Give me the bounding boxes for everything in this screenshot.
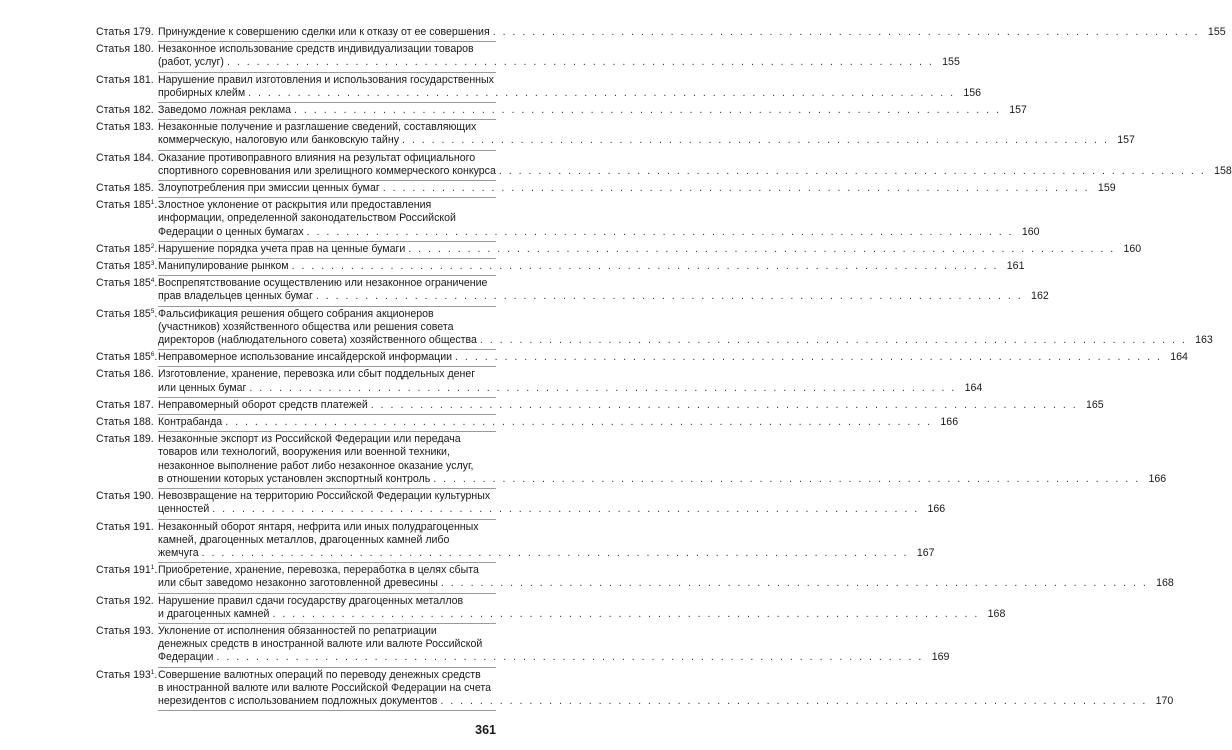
title-line-text: Совершение валютных операций по переводу денежных средств [158, 668, 481, 681]
article-word: Статья [96, 490, 131, 503]
article-title [158, 490, 945, 516]
article-number: 185 [133, 277, 151, 290]
toc-entry [96, 151, 1232, 178]
entry-divider [158, 562, 496, 563]
title-line-text: Нарушение порядка учета прав на ценные бумаги [158, 242, 406, 255]
article-label: Статья $185^6$. [96, 351, 158, 364]
article-title [158, 433, 1166, 486]
title-line [158, 682, 1173, 695]
article-number: 183. [133, 121, 154, 134]
title-line [158, 651, 949, 664]
title-line [158, 74, 981, 87]
dot-leader [371, 399, 1078, 412]
title-line [158, 473, 1166, 486]
article-title [158, 595, 1005, 621]
toc-entry [96, 368, 983, 394]
title-line-text: информации, определенной законодательством Российской [158, 212, 456, 225]
article-title [158, 399, 1104, 412]
toc-entry [96, 104, 1027, 117]
toc-entry [96, 73, 982, 100]
entry-divider [158, 275, 496, 276]
toc-entry [96, 564, 1174, 590]
dot-leader [440, 695, 1147, 708]
title-line-text: ценностей [158, 503, 210, 516]
article-title [158, 152, 1232, 178]
article-title [158, 277, 1049, 303]
article-number: 185. [133, 182, 154, 195]
toc-entry [96, 398, 1104, 412]
entry-divider [158, 72, 496, 73]
toc-entry [96, 416, 959, 429]
title-line-text: нерезидентов с использованием подложных документов [158, 694, 438, 707]
title-line [158, 399, 1104, 412]
page-ref: 170 [1155, 694, 1174, 707]
title-line-text: Незаконные получение и разглашение сведений, составляющих [158, 121, 477, 134]
title-line [158, 368, 982, 381]
toc-entry [96, 351, 1188, 364]
page-ref: 158 [1214, 164, 1232, 177]
article-superscript: 4 [150, 277, 155, 285]
article-word: Статья [96, 242, 131, 255]
article-label: Статья $185^4$. [96, 277, 158, 290]
title-line-text: Незаконный оборот янтаря, нефрита или иных полудрагоценных [158, 520, 479, 533]
article-number: 191. [133, 520, 154, 533]
toc-entry [96, 490, 946, 516]
dot-leader [225, 416, 932, 429]
page-ref: 165 [1085, 398, 1104, 411]
article-title [158, 43, 960, 69]
article-number: 192. [133, 594, 154, 607]
article-title [158, 74, 981, 100]
title-line [158, 277, 1049, 290]
article-title [158, 182, 1116, 195]
article-label: Статья $185^3$. [96, 260, 158, 273]
toc-entry [96, 307, 1213, 348]
article-superscript: 1 [150, 199, 155, 207]
page-ref: 164 [1170, 351, 1188, 364]
title-line [158, 165, 1232, 178]
article-title [158, 308, 1213, 348]
article-label: Статья $185^5$. [96, 307, 158, 320]
dot-leader [433, 473, 1140, 486]
dot-leader [216, 651, 923, 664]
title-line-text: Уклонение от исполнения обязанностей по репатриации [158, 624, 437, 637]
title-line [158, 290, 1049, 303]
title-line-text: Неправомерный оборот средств платежей [158, 398, 368, 411]
article-title [158, 564, 1174, 590]
article-word: Статья [96, 398, 131, 411]
dot-leader [455, 351, 1162, 364]
entry-divider [158, 593, 496, 594]
toc-entry [96, 668, 1174, 709]
dot-leader [441, 577, 1148, 590]
title-line-text: спортивного соревнования или зрелищного коммерческого конкурса [158, 164, 496, 177]
dot-leader [292, 260, 999, 273]
article-label: Статья $193^1$. [96, 668, 158, 681]
title-line [158, 212, 1040, 225]
page-ref: 161 [1006, 260, 1025, 273]
title-line-text: Незаконное использование средств индивидуализации товаров [158, 43, 474, 56]
title-line [158, 521, 935, 534]
title-line-text: или сбыт заведомо незаконно заготовленной древесины [158, 577, 438, 590]
article-title [158, 416, 958, 429]
article-word: Статья [96, 368, 131, 381]
toc-entry [96, 260, 1025, 273]
article-word: Статья [96, 416, 131, 429]
title-line [158, 695, 1173, 708]
entry-divider [158, 41, 496, 42]
article-number: 193 [133, 668, 151, 681]
title-line-text: Нарушение правил сдачи государству драгоценных металлов [158, 594, 464, 607]
article-number: 185 [133, 307, 151, 320]
entry-divider [158, 306, 496, 307]
title-line-text: Контрабанда [158, 416, 223, 429]
entry-divider [158, 397, 496, 398]
toc-entry [96, 594, 1006, 621]
article-label: Статья $185^2$. [96, 242, 158, 255]
article-label [96, 521, 158, 561]
toc-entry [96, 182, 1116, 195]
title-line [158, 433, 1166, 446]
article-number: 193. [133, 624, 154, 637]
title-line [158, 321, 1213, 334]
article-title [158, 26, 1226, 39]
article-word: Статья [96, 260, 131, 273]
title-line [158, 226, 1040, 239]
article-label: Статья $185^1$. [96, 199, 158, 212]
title-line [158, 26, 1226, 39]
page-ref: 166 [1148, 472, 1167, 485]
dot-leader [316, 290, 1023, 303]
article-title [158, 260, 1024, 273]
title-line [158, 534, 935, 547]
article-label [96, 104, 158, 117]
title-line-text: (работ, услуг) [158, 56, 224, 69]
page-ref: 164 [964, 381, 983, 394]
toc-entry [96, 121, 1135, 147]
page-ref: 157 [1009, 104, 1027, 117]
article-word: Статья [96, 26, 131, 38]
title-line [158, 638, 949, 651]
entry-divider [158, 710, 496, 711]
article-label: Статья $191^1$. [96, 564, 158, 577]
article-word: Статья [96, 73, 131, 86]
title-line-text: денежных средств в иностранной валюте или валюте Российской [158, 638, 483, 651]
article-word: Статья [96, 520, 131, 533]
title-line [158, 199, 1040, 212]
title-line [158, 87, 981, 100]
page-ref: 166 [940, 416, 959, 429]
title-line-text: Манипулирование рынком [158, 260, 289, 273]
article-superscript: 1 [150, 564, 155, 572]
page-ref: 159 [1097, 182, 1116, 195]
article-word: Статья [96, 351, 131, 364]
title-line [158, 460, 1166, 473]
article-title [158, 199, 1040, 239]
toc-entry [96, 26, 1226, 39]
title-line-text: Приобретение, хранение, перевозка, переработка в целях сбыта [158, 564, 479, 577]
entry-divider [158, 623, 496, 624]
article-title [158, 121, 1135, 147]
title-line [158, 134, 1135, 147]
title-line-text: (участников) хозяйственного общества или решения совета [158, 320, 454, 333]
page-number: 361 [475, 723, 496, 737]
entry-divider [158, 366, 496, 367]
article-number: 191 [133, 564, 151, 577]
article-word: Статья [96, 307, 131, 320]
entry-divider [158, 431, 496, 432]
toc-entry [96, 43, 960, 69]
dot-leader [294, 104, 1001, 117]
dot-leader [383, 182, 1090, 195]
title-line-text: Неправомерное использование инсайдерской информации [158, 351, 453, 364]
article-word: Статья [96, 199, 131, 212]
page-ref: 160 [1123, 242, 1142, 255]
article-superscript: 3 [150, 260, 155, 268]
title-line-text: в иностранной валюте или валюте Российской Федерации на счета [158, 681, 491, 694]
title-line [158, 625, 949, 638]
title-line [158, 503, 945, 516]
article-number: 189. [133, 433, 154, 446]
entry-divider [158, 414, 496, 415]
title-line-text: коммерческую, налоговую или банковскую тайну [158, 134, 399, 147]
title-line-text: камней, драгоценных металлов, драгоценных камней либо [158, 533, 450, 546]
title-line [158, 104, 1027, 117]
article-label [96, 399, 158, 412]
entry-divider [158, 119, 496, 120]
article-label [96, 121, 158, 147]
article-label [96, 26, 158, 39]
article-label [96, 368, 158, 394]
title-line-text: Принуждение к совершению сделки или к отказу от ее совершения [158, 26, 490, 38]
article-word: Статья [96, 564, 131, 577]
page-ref: 166 [927, 503, 946, 516]
article-word: Статья [96, 277, 131, 290]
article-number: 180. [133, 43, 154, 56]
article-number: 185 [133, 242, 151, 255]
article-label [96, 43, 158, 69]
article-title [158, 351, 1188, 364]
dot-leader [493, 26, 1200, 39]
article-number: 179. [133, 26, 154, 38]
title-line-text: и драгоценных камней [158, 607, 270, 620]
article-superscript: 2 [150, 242, 155, 250]
title-line [158, 446, 1166, 459]
title-line [158, 669, 1173, 682]
article-word: Статья [96, 121, 131, 134]
dot-leader [212, 503, 919, 516]
title-line-text: директоров (наблюдательного совета) хозяйственного общества [158, 334, 477, 347]
title-line-text: или ценных бумаг [158, 381, 247, 394]
article-label [96, 625, 158, 665]
title-line-text: Злостное уклонение от раскрытия или предоставления [158, 199, 432, 212]
article-label [96, 74, 158, 100]
toc-entry [96, 433, 1167, 486]
page-ref: 163 [1195, 334, 1213, 347]
page-ref: 162 [1031, 290, 1049, 303]
article-title [158, 243, 1141, 256]
title-line [158, 564, 1174, 577]
title-line-text: прав владельцев ценных бумаг [158, 290, 313, 303]
article-title [158, 625, 949, 665]
dot-leader [402, 134, 1109, 147]
entry-divider [158, 667, 496, 668]
article-number: 182. [133, 104, 154, 117]
title-line-text: Невозвращение на территорию Российской Федерации культурных [158, 490, 491, 503]
page-ref: 156 [963, 86, 982, 99]
entry-divider [158, 349, 496, 350]
dot-leader [272, 608, 979, 621]
article-title [158, 368, 982, 394]
table-of-contents [96, 26, 1232, 712]
entry-divider [158, 258, 496, 259]
title-line [158, 416, 958, 429]
article-number: 187. [133, 398, 154, 411]
entry-divider [158, 488, 496, 489]
article-number: 185 [133, 199, 151, 212]
entry-divider [158, 197, 496, 198]
article-word: Статья [96, 182, 131, 195]
article-title [158, 669, 1173, 709]
title-line [158, 182, 1116, 195]
article-label [96, 595, 158, 621]
article-number: 185 [133, 260, 151, 273]
title-line [158, 595, 1005, 608]
title-line-text: Федерации о ценных бумагах [158, 225, 304, 238]
page-ref: 168 [1156, 577, 1174, 590]
article-word: Статья [96, 433, 131, 446]
article-label [96, 416, 158, 429]
title-line [158, 308, 1213, 321]
page-ref: 167 [916, 546, 935, 559]
dot-leader [227, 56, 934, 69]
article-title [158, 521, 935, 561]
article-word: Статья [96, 151, 131, 164]
page-ref: 169 [931, 651, 950, 664]
entry-divider [158, 102, 496, 103]
article-superscript: 5 [150, 307, 155, 315]
article-number: 190. [133, 490, 154, 503]
title-line-text: Федерации [158, 651, 214, 664]
title-line [158, 382, 982, 395]
page-ref: 155 [1207, 26, 1226, 38]
article-label [96, 490, 158, 516]
article-number: 185 [133, 351, 151, 364]
toc-entry [96, 242, 1142, 256]
title-line-text: Оказание противоправного влияния на результат официального [158, 151, 476, 164]
article-word: Статья [96, 43, 131, 56]
title-line [158, 260, 1024, 273]
title-line-text: Нарушение правил изготовления и использования государственных [158, 73, 494, 86]
title-line-text: Злоупотребления при эмиссии ценных бумаг [158, 182, 380, 195]
article-label [96, 433, 158, 486]
article-word: Статья [96, 668, 131, 681]
title-line-text: Незаконные экспорт из Российской Федерации или передача [158, 433, 461, 446]
title-line [158, 547, 935, 560]
dot-leader [249, 382, 956, 395]
title-line [158, 56, 960, 69]
dot-leader [499, 165, 1206, 178]
title-line [158, 121, 1135, 134]
title-line-text: Воспрепятствование осуществлению или незаконное ограничение [158, 277, 488, 290]
article-title [158, 104, 1027, 117]
toc-entry [96, 520, 935, 561]
title-line-text: Изготовление, хранение, перевозка или сбыт поддельных денег [158, 368, 476, 381]
article-superscript: 1 [150, 668, 155, 676]
entry-divider [158, 180, 496, 181]
title-line-text: незаконное выполнение работ либо незаконное оказание услуг, [158, 459, 474, 472]
toc-entry [96, 199, 1040, 239]
title-line [158, 351, 1188, 364]
dot-leader [202, 547, 909, 560]
page-ref: 168 [987, 607, 1006, 620]
article-word: Статья [96, 624, 131, 637]
article-number: 184. [133, 151, 154, 164]
article-number: 181. [133, 73, 154, 86]
page-ref: 155 [942, 56, 960, 69]
title-line-text: товаров или технологий, вооружения или военной техники, [158, 446, 450, 459]
entry-divider [158, 519, 496, 520]
toc-entry [96, 624, 950, 665]
page-ref: 160 [1021, 225, 1040, 238]
dot-leader [480, 334, 1187, 347]
dot-leader [307, 226, 1014, 239]
article-superscript: 6 [150, 351, 155, 359]
article-number: 188. [133, 416, 154, 429]
title-line [158, 334, 1213, 347]
article-word: Статья [96, 104, 131, 117]
title-line [158, 243, 1141, 256]
article-label [96, 182, 158, 195]
title-line [158, 152, 1232, 165]
title-line-text: жемчуга [158, 546, 199, 559]
dot-leader [248, 87, 955, 100]
title-line [158, 490, 945, 503]
title-line-text: Фальсификация решения общего собрания акционеров [158, 307, 434, 320]
entry-divider [158, 241, 496, 242]
entry-divider [158, 150, 496, 151]
article-number: 186. [133, 368, 154, 381]
article-word: Статья [96, 594, 131, 607]
title-line-text: пробирных клейм [158, 86, 246, 99]
article-label [96, 152, 158, 178]
title-line-text: в отношении которых установлен экспортный контроль [158, 472, 431, 485]
title-line-text: Заведомо ложная реклама [158, 104, 292, 117]
title-line [158, 577, 1174, 590]
title-line [158, 608, 1005, 621]
page-ref: 157 [1117, 134, 1135, 147]
toc-entry [96, 277, 1049, 303]
dot-leader [408, 243, 1115, 256]
title-line [158, 43, 960, 56]
